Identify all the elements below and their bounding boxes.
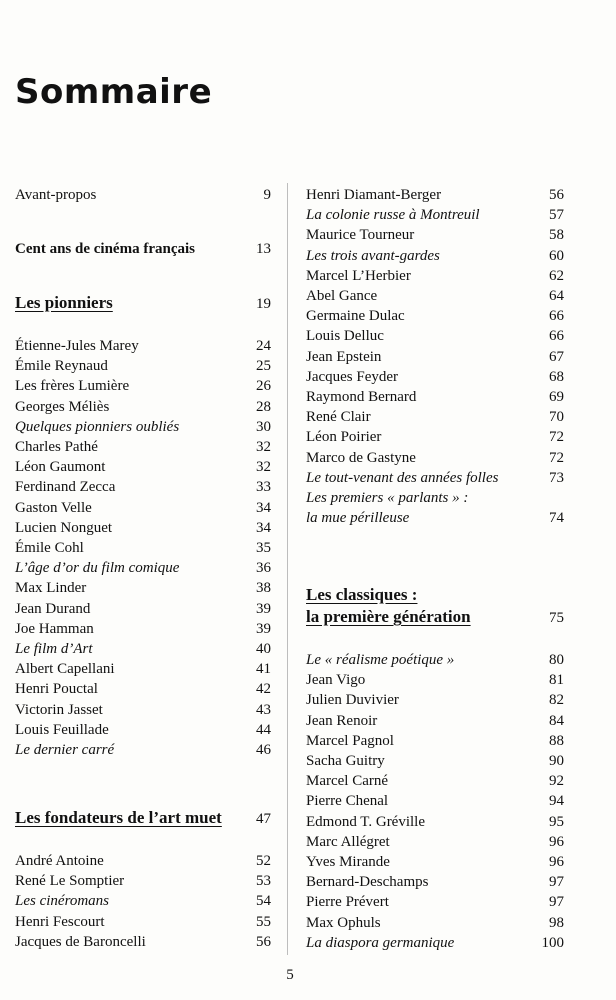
toc-entry-avant-propos[interactable] — [15, 185, 271, 205]
toc-entry-label: Jean Epstein — [306, 348, 382, 365]
toc-entry[interactable] — [15, 376, 271, 396]
toc-entry-label: Germaine Dulac — [306, 308, 405, 325]
toc-entry[interactable] — [306, 690, 564, 710]
toc-entry[interactable] — [306, 225, 564, 245]
toc-entry-label: Henri Pouctal — [15, 681, 98, 698]
toc-section-classiques[interactable] — [306, 607, 564, 628]
toc-entry-label: Raymond Bernard — [306, 389, 417, 405]
toc-entry-label: Marcel Pagnol — [306, 732, 394, 749]
toc-entry-page: 73 — [549, 469, 564, 486]
toc-entry[interactable] — [306, 731, 564, 751]
toc-entry-label: Émile Reynaud — [15, 358, 108, 375]
toc-entry-label: Étienne-Jules Marey — [15, 338, 139, 354]
toc-entry-label: Yves Mirande — [306, 854, 390, 870]
toc-entry-page: 92 — [549, 773, 564, 790]
toc-entry-page: 44 — [256, 721, 271, 738]
toc-entry[interactable] — [306, 711, 564, 731]
toc-entry-page: 32 — [256, 459, 271, 476]
toc-entry-label: Maurice Tourneur — [306, 227, 415, 244]
toc-entry[interactable] — [15, 851, 271, 871]
toc-entry-label: Jean Durand — [15, 600, 91, 617]
toc-entry-label: La colonie russe à Montreuil — [306, 207, 480, 224]
toc-entry-label: Cent ans de cinéma français — [15, 241, 195, 257]
toc-entry-label: Ferdinand Zecca — [15, 479, 116, 496]
toc-entry-page: 53 — [256, 873, 271, 890]
toc-entry-label: Abel Gance — [306, 288, 378, 304]
toc-entry-page: 28 — [256, 398, 271, 415]
toc-entry[interactable] — [306, 185, 564, 205]
toc-entry[interactable] — [306, 852, 564, 872]
toc-entry-label: Jean Vigo — [306, 672, 366, 689]
toc-entry-page: 84 — [549, 712, 564, 729]
toc-entry[interactable] — [306, 832, 564, 852]
toc-entry[interactable] — [15, 498, 271, 518]
toc-entry[interactable] — [306, 791, 564, 811]
toc-entry-page: 40 — [256, 641, 271, 657]
toc-entry-label: Les cinéromans — [15, 893, 110, 910]
toc-entry-label: Georges Méliès — [15, 398, 110, 415]
toc-entry-parlants-line1[interactable]: Les premiers « parlants » : — [306, 490, 469, 506]
toc-entry-label: L’âge d’or du film comique — [15, 560, 180, 577]
toc-entry-label: Léon Poirier — [306, 429, 382, 446]
toc-entry-page: 81 — [549, 672, 564, 689]
section-heading-label: Les fondateurs de l’art muet — [15, 808, 222, 827]
toc-entry-label: Victorin Jasset — [15, 701, 103, 718]
toc-entry[interactable] — [15, 538, 271, 558]
toc-entry[interactable] — [15, 639, 271, 659]
toc-entry[interactable] — [306, 246, 564, 266]
toc-entry[interactable] — [306, 326, 564, 346]
toc-entry-page: 66 — [549, 308, 564, 325]
toc-entry[interactable] — [15, 871, 271, 891]
toc-entry[interactable] — [306, 872, 564, 892]
toc-entry[interactable] — [15, 932, 271, 952]
toc-entry-page: 32 — [256, 439, 271, 455]
toc-entry-page: 46 — [256, 742, 271, 758]
toc-entry[interactable] — [15, 599, 271, 619]
toc-entry-cent-ans[interactable] — [15, 239, 271, 259]
section-heading-page: 47 — [256, 811, 271, 827]
toc-entry-label: Albert Capellani — [15, 661, 115, 678]
toc-entry-label: Gaston Velle — [15, 499, 92, 516]
toc-entry-label: Jacques de Baroncelli — [15, 933, 146, 950]
toc-entry[interactable] — [15, 518, 271, 538]
toc-entry-label: Le film d’Art — [15, 641, 93, 657]
toc-entry-label: Marc Allégret — [306, 833, 390, 850]
toc-entry-page: 72 — [549, 449, 564, 466]
toc-entry-label: René Le Somptier — [15, 873, 125, 890]
toc-entry-page: 98 — [549, 914, 564, 931]
toc-entry-page: 55 — [256, 913, 271, 930]
toc-entry[interactable] — [15, 912, 271, 932]
toc-entry-label: Le dernier carré — [15, 742, 115, 758]
section-heading-classiques-line1[interactable]: Les classiques : — [306, 585, 418, 604]
toc-entry-page: 80 — [549, 652, 564, 668]
toc-entry-page: 56 — [256, 933, 271, 950]
toc-entry-page: 30 — [256, 418, 271, 435]
toc-entry-label: la mue périlleuse — [306, 510, 410, 527]
toc-entry-page: 34 — [256, 519, 271, 536]
toc-entry-page: 70 — [549, 409, 564, 426]
toc-entry[interactable] — [306, 205, 564, 225]
toc-entry-page: 52 — [256, 853, 271, 869]
toc-entry-label: Émile Cohl — [15, 540, 84, 556]
toc-entry-page: 94 — [549, 793, 564, 810]
toc-entry-page: 39 — [256, 600, 271, 617]
toc-entry[interactable] — [15, 679, 271, 699]
toc-entry[interactable] — [15, 477, 271, 497]
toc-entry[interactable] — [15, 457, 271, 477]
toc-entry[interactable] — [306, 407, 564, 427]
toc-entry-label: Julien Duvivier — [306, 692, 399, 709]
toc-entry-page: 57 — [549, 207, 564, 224]
toc-entry[interactable] — [15, 397, 271, 417]
column-divider — [287, 183, 288, 955]
toc-entry-label: Joe Hamman — [15, 620, 94, 637]
toc-entry-page: 96 — [549, 854, 564, 870]
toc-entry-label: René Clair — [306, 409, 371, 426]
toc-entry-label: Léon Gaumont — [15, 459, 106, 476]
toc-entry-label: Max Linder — [15, 580, 87, 597]
toc-entry-label: Charles Pathé — [15, 439, 98, 455]
toc-entry-label: Bernard-Deschamps — [306, 874, 429, 891]
toc-entry-page: 43 — [256, 701, 271, 718]
toc-entry[interactable] — [15, 336, 271, 356]
toc-section-pionniers[interactable] — [15, 293, 271, 314]
toc-entry-page: 62 — [549, 267, 564, 284]
toc-entry-page: 97 — [549, 874, 564, 891]
toc-entry-page: 72 — [549, 429, 564, 446]
toc-entry[interactable] — [15, 558, 271, 578]
page-title: Sommaire — [15, 72, 213, 112]
toc-entry-label: Marco de Gastyne — [306, 449, 416, 466]
section-heading-label: Les pionniers — [15, 293, 113, 312]
toc-entry-label: Quelques pionniers oubliés — [15, 418, 180, 435]
toc-entry[interactable] — [306, 751, 564, 771]
toc-entry-page: 68 — [549, 368, 564, 385]
toc-entry[interactable] — [306, 892, 564, 912]
toc-entry[interactable] — [306, 650, 564, 670]
toc-entry-page: 60 — [549, 247, 564, 264]
toc-entry-label: Pierre Prévert — [306, 894, 389, 911]
toc-entry-label: Jacques Feyder — [306, 368, 399, 385]
toc-entry[interactable] — [306, 448, 564, 468]
toc-entry[interactable] — [306, 286, 564, 306]
toc-entry-label: Sacha Guitry — [306, 753, 385, 769]
toc-entry-page: 56 — [549, 187, 564, 203]
toc-entry-page: 24 — [256, 338, 271, 354]
toc-entry-page: 95 — [549, 813, 564, 830]
toc-entry-page: 38 — [256, 580, 271, 597]
toc-entry-label: Louis Feuillade — [15, 721, 109, 738]
toc-entry-page: 54 — [256, 893, 271, 910]
toc-entry[interactable] — [15, 417, 271, 437]
toc-entry-page: 74 — [549, 510, 564, 527]
toc-entry[interactable] — [15, 720, 271, 740]
toc-entry[interactable] — [15, 659, 271, 679]
toc-entry-label: Henri Diamant-Berger — [306, 187, 442, 203]
toc-entry[interactable] — [15, 619, 271, 639]
toc-entry[interactable] — [306, 933, 564, 953]
toc-entry-page: 13 — [256, 241, 271, 257]
toc-entry-page: 69 — [549, 389, 564, 405]
toc-entry-page: 100 — [541, 934, 564, 951]
toc-section-fondateurs[interactable] — [15, 808, 271, 829]
section-heading-label: la première génération — [306, 607, 471, 626]
toc-entry[interactable] — [15, 700, 271, 720]
toc-entry-page: 64 — [549, 288, 564, 304]
toc-entry[interactable] — [306, 670, 564, 690]
toc-entry-label: Marcel L’Herbier — [306, 267, 411, 284]
toc-entry[interactable] — [306, 812, 564, 832]
toc-entry[interactable] — [306, 427, 564, 447]
toc-entry-label: André Antoine — [15, 853, 104, 869]
toc-entry-page: 66 — [549, 328, 564, 345]
toc-entry-page: 42 — [256, 681, 271, 698]
toc-entry-page: 33 — [256, 479, 271, 496]
toc-entry-page: 97 — [549, 894, 564, 911]
toc-entry-page: 36 — [256, 560, 271, 577]
toc-entry-page: 88 — [549, 732, 564, 749]
toc-entry-page: 96 — [549, 833, 564, 850]
toc-entry[interactable] — [306, 367, 564, 387]
toc-entry[interactable] — [306, 266, 564, 286]
toc-entry-label: Pierre Chenal — [306, 793, 389, 810]
toc-entry[interactable] — [306, 306, 564, 326]
toc-entry-page: 9 — [263, 187, 271, 203]
toc-entry-label: Marcel Carné — [306, 773, 389, 790]
toc-entry-label: Henri Fescourt — [15, 913, 105, 930]
toc-entry[interactable] — [15, 740, 271, 760]
toc-entry-page: 58 — [549, 227, 564, 244]
toc-entry-page: 82 — [549, 692, 564, 709]
toc-entry-page: 26 — [256, 378, 271, 395]
section-heading-page: 75 — [549, 610, 564, 626]
toc-entry-page: 34 — [256, 499, 271, 516]
toc-entry-page: 41 — [256, 661, 271, 678]
toc-entry-label: Le tout-venant des années folles — [306, 469, 499, 486]
toc-entry[interactable] — [306, 913, 564, 933]
toc-entry-label: Le « réalisme poétique » — [306, 652, 455, 668]
toc-entry[interactable] — [306, 468, 564, 488]
toc-entry[interactable] — [15, 891, 271, 911]
toc-entry-page: 90 — [549, 753, 564, 769]
toc-entry[interactable] — [15, 356, 271, 376]
toc-entry-label: Avant-propos — [15, 187, 97, 203]
toc-entry[interactable] — [15, 437, 271, 457]
toc-entry-label: Max Ophuls — [306, 914, 381, 931]
toc-entry-label: La diaspora germanique — [306, 934, 455, 951]
page-number: 5 — [286, 967, 294, 983]
toc-entry-label: Les frères Lumière — [15, 378, 130, 395]
toc-entry-page: 35 — [256, 540, 271, 556]
toc-entry[interactable] — [306, 771, 564, 791]
section-heading-page: 19 — [256, 296, 271, 312]
toc-entry-page: 67 — [549, 348, 564, 365]
toc-entry[interactable] — [306, 347, 564, 367]
toc-entry[interactable] — [306, 387, 564, 407]
toc-entry[interactable] — [15, 578, 271, 598]
toc-entry-parlants[interactable] — [306, 508, 564, 528]
toc-entry-page: 39 — [256, 620, 271, 637]
toc-entry-label: Louis Delluc — [306, 328, 384, 345]
toc-entry-label: Lucien Nonguet — [15, 519, 113, 536]
toc-entry-label: Edmond T. Gréville — [306, 813, 426, 830]
toc-entry-page: 25 — [256, 358, 271, 375]
toc-entry-label: Jean Renoir — [306, 712, 378, 729]
toc-entry-label: Les trois avant-gardes — [306, 247, 440, 264]
